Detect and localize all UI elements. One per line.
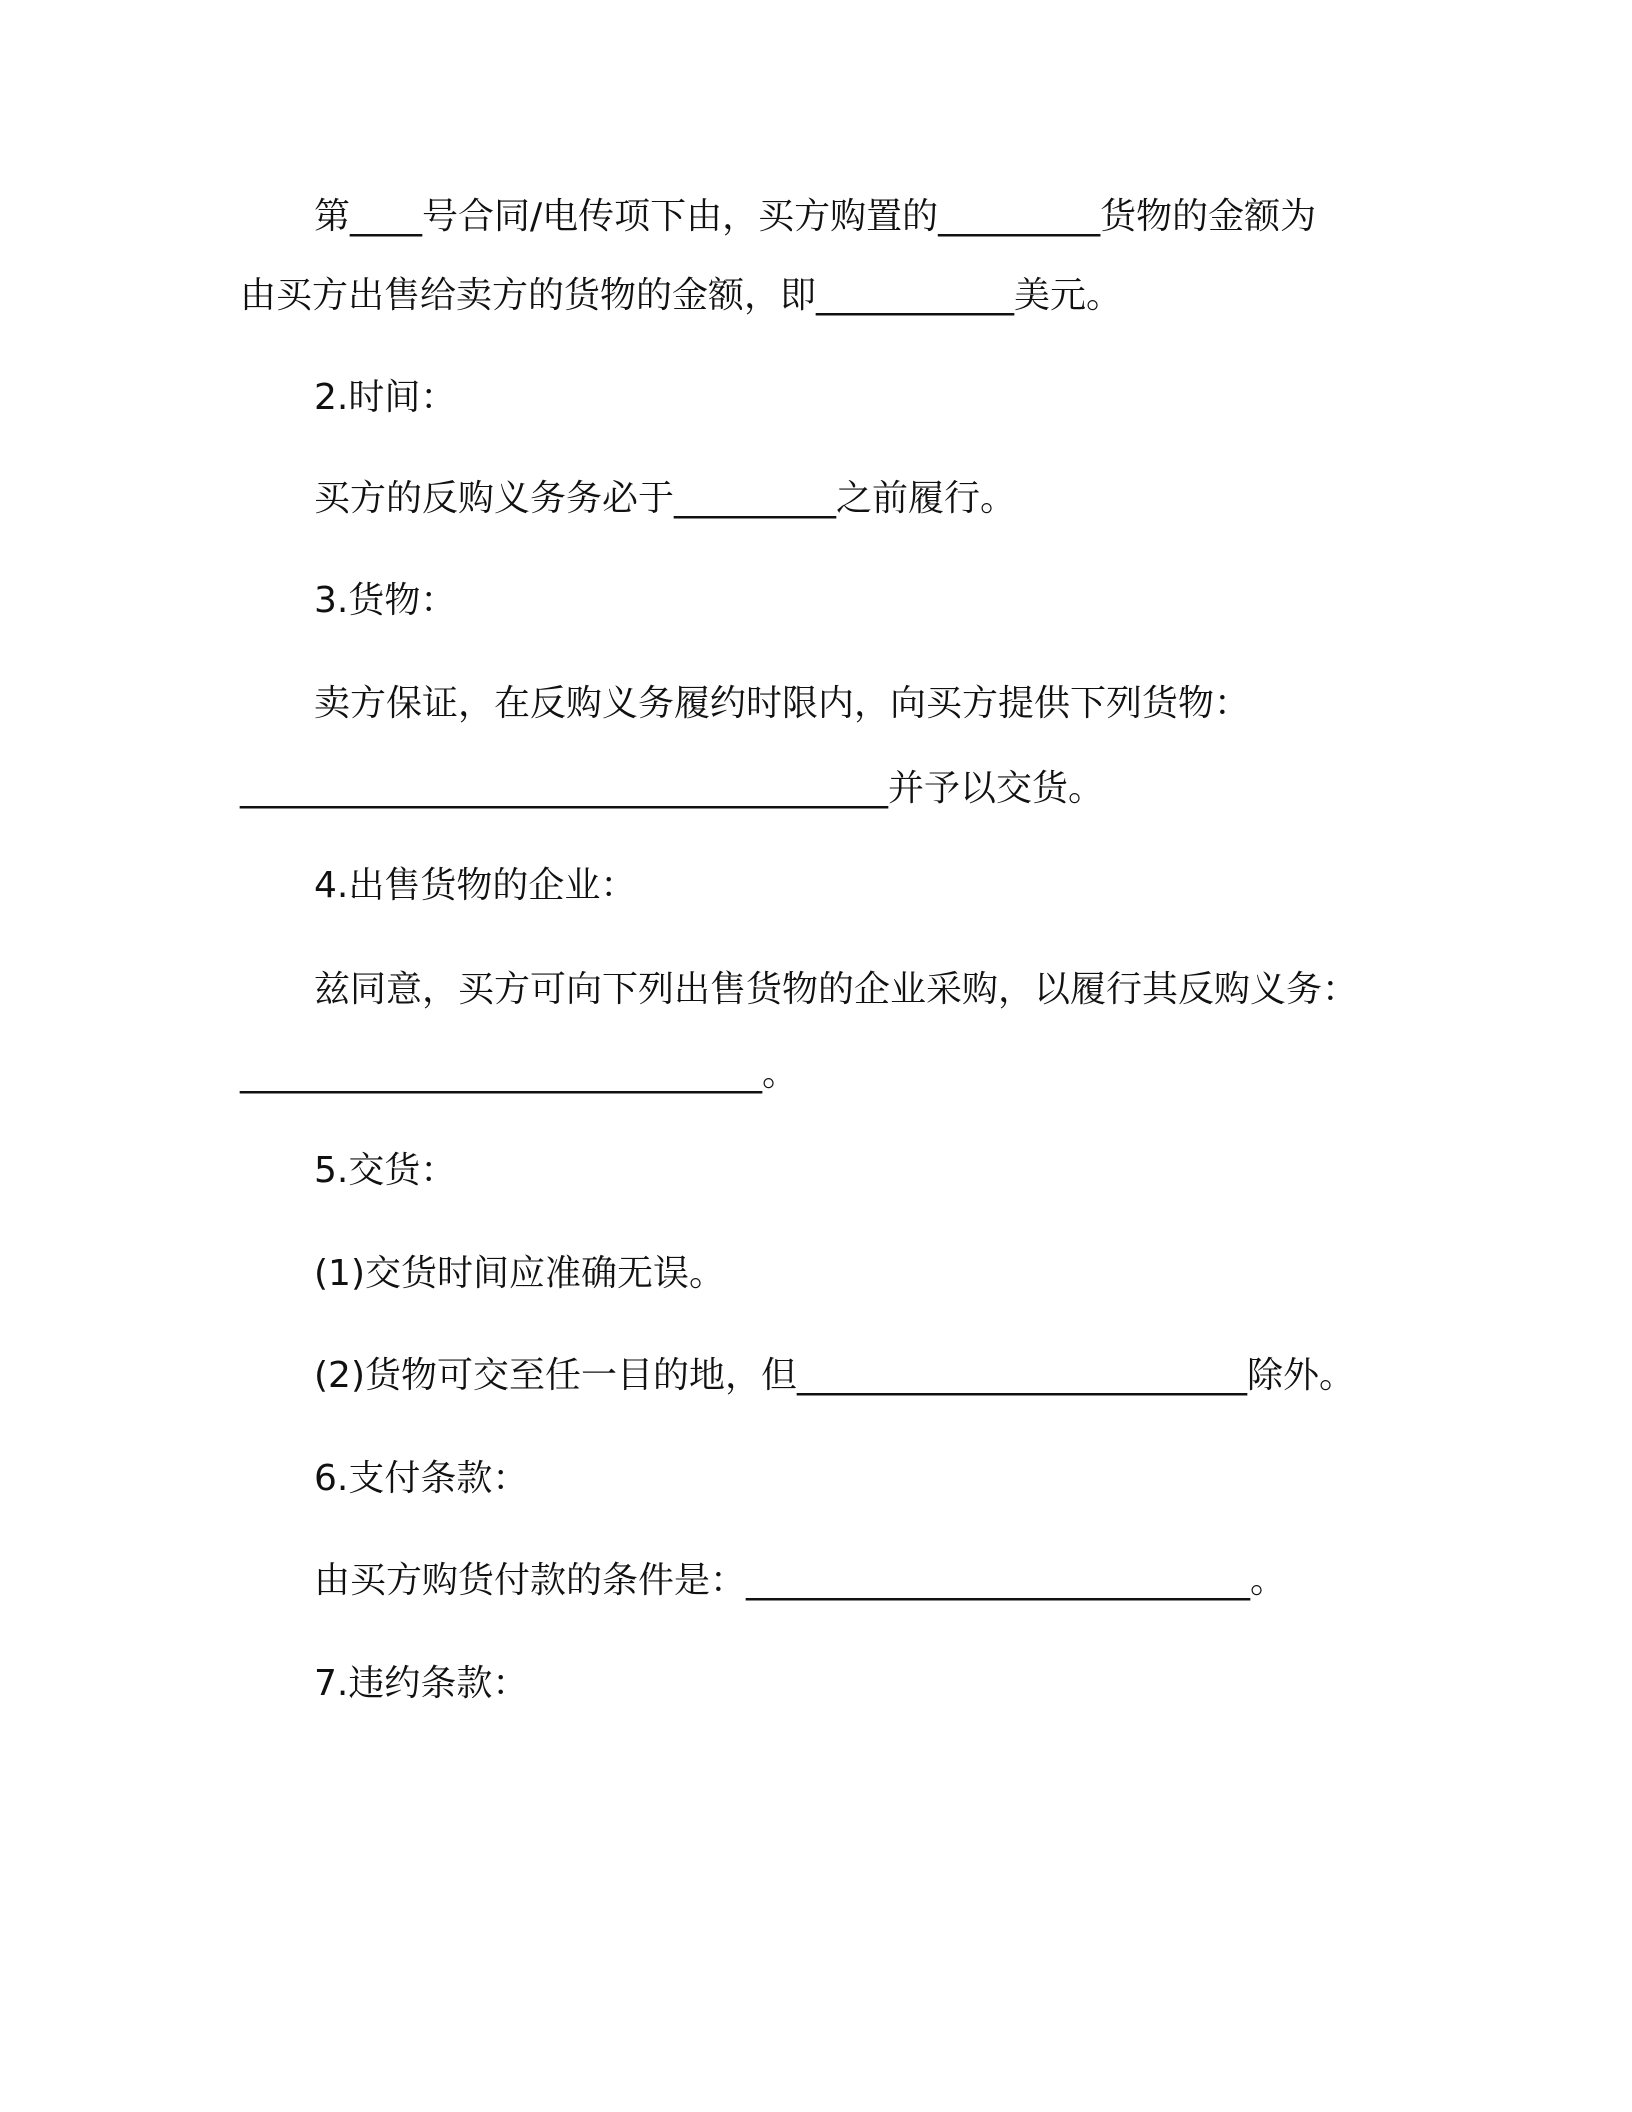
section-heading-breach: 7.违约条款： bbox=[314, 1663, 529, 1704]
goods-clause-line: 卖方保证，在反购义务履约时限内，向买方提供下列货物： bbox=[314, 683, 1251, 724]
enterprise-clause-line: 兹同意，买方可向下列出售货物的企业采购，以履行其反购义务： bbox=[314, 969, 1359, 1010]
contract-clause-line: 第____号合同/电传项下由，买方购置的_________货物的金额为 bbox=[314, 196, 1317, 237]
contract-clause-line: 由买方出售给卖方的货物的金额，即___________美元。 bbox=[240, 275, 1123, 316]
section-heading-time: 2.时间： bbox=[314, 377, 457, 418]
delivery-clause-line: (1)交货时间应准确无误。 bbox=[314, 1253, 725, 1294]
enterprise-clause-line: _____________________________。 bbox=[240, 1053, 798, 1094]
payment-clause-line: 由买方购货付款的条件是：____________________________。 bbox=[314, 1560, 1287, 1601]
section-heading-payment: 6.支付条款： bbox=[314, 1458, 529, 1499]
section-heading-delivery: 5.交货： bbox=[314, 1150, 457, 1191]
section-heading-goods: 3.货物： bbox=[314, 580, 457, 621]
delivery-clause-line: (2)货物可交至任一目的地，但_________________________除外。 bbox=[314, 1355, 1355, 1396]
goods-clause-line: ____________________________________并予以交货。 bbox=[240, 768, 1105, 809]
section-heading-seller-enterprise: 4.出售货物的企业： bbox=[314, 865, 637, 906]
time-clause-line: 买方的反购义务务必于_________之前履行。 bbox=[314, 478, 1017, 519]
